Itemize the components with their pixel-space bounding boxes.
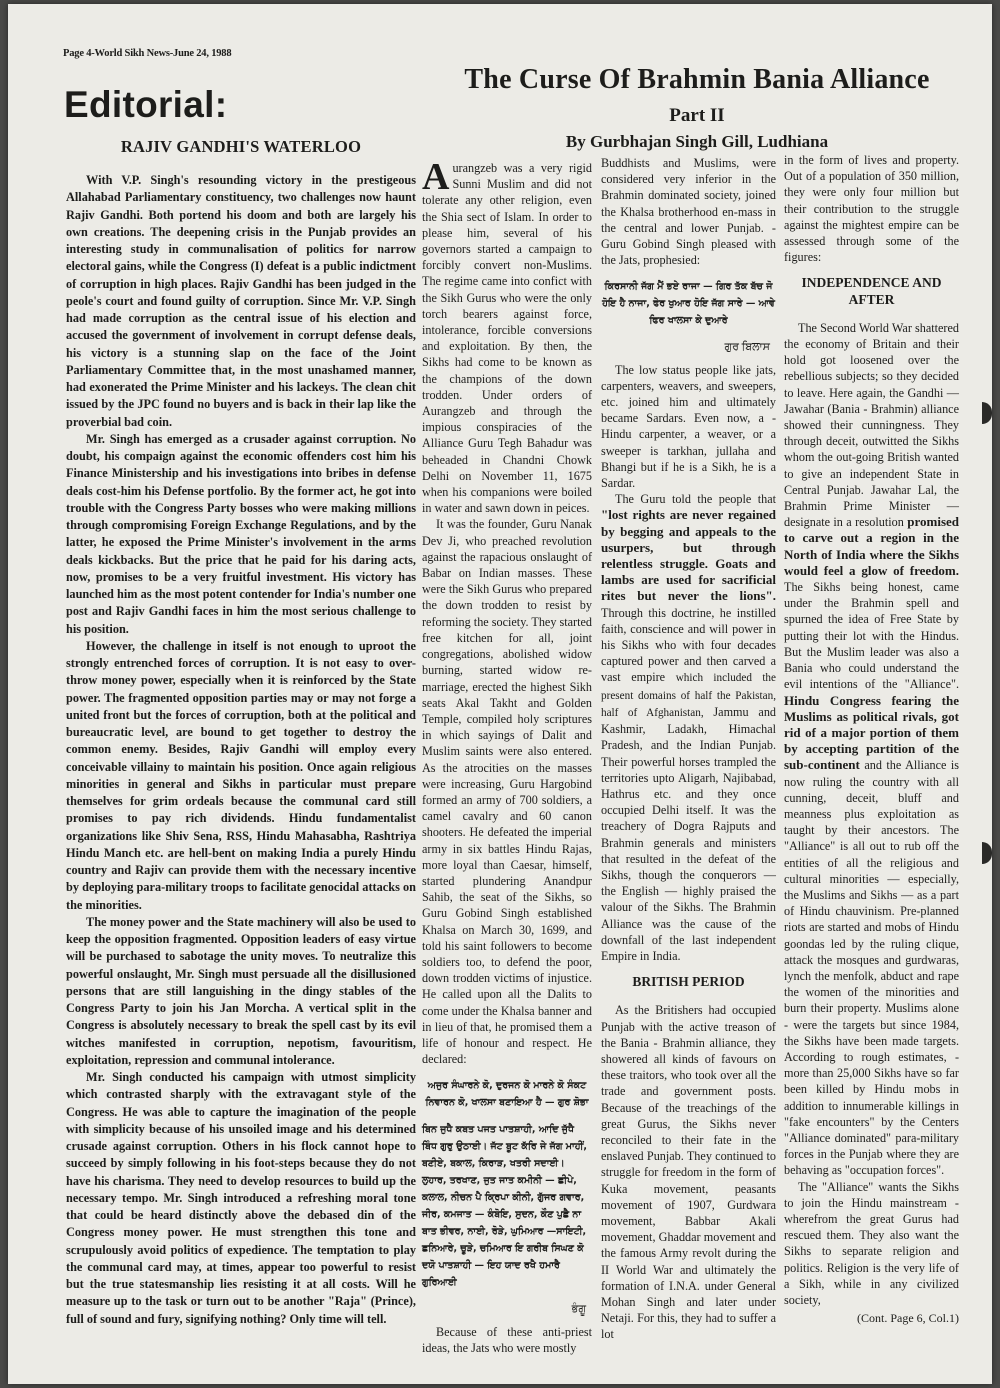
article-paragraph: in the form of lives and property. Out of a population of 350 million, they were only four million but their contribution to the struggle against the mightest empire can be assessed through some of the figures: xyxy=(784,153,959,265)
editorial-paragraph: However, the challenge in itself is not enough to uproot the strongly entrenched forces of corruption. It is not easy to over-throw money power, especially when it is reinforced by the State power. The fragmented opposition parties may or may not forge a united front but the forces of corruption, both at the political and bureaucratic level, are bound to get together to destroy the common enemy. Besides, Rajiv Gandhi will employ every conceivable villainy to maintain his position. Once again religious minorities in general and Sikhs in particular must prepare themselves for grim ordeals because the communal card still promises to pay rich dividends. Hindu fundamentalist organizations like Shiv Sena, RSS, Hindu Mahasabha, Rashtriya Hindu Manch etc. are hell-bent on making India a purely Hindu country and Rajiv can provide them with the necessary incentive by deploying para-military troops to facilitate genocidal attacks on the minorities. xyxy=(66,638,416,912)
binder-hole xyxy=(982,402,992,424)
article-paragraph: It was the founder, Guru Nanak Dev Ji, who preached revolution against the rapacious onslaught of Babar on Indian masses. These were the Sikh Gurus who prepared the down trodden to resist by reforming the society. They started free kitchen for all, joint congregations, abolished widow burning, started widow re-marriage, erected the highest Sikh seats Akal Takht and Golden Temple, compiled holy scriptures in which sayings of Dalit and Muslim saints were also entered. As the atrocities on the masses were increasing, Guru Hargobind formed an army of 700 soldiers, a camel cavalry and 60 canon shooters. He defeated the imperial army in six battles Hindu Rajas, more loyal than Caesar, himself, started plundering Anandpur Sahib, the seat of the Sikhs, so Guru Gobind Singh established Khalsa on March 30, 1699, and told his saint followers to become soldiers too, to defend the poor, down trodden victims of injustice. He called upon all the Dalits to come under the Khalsa banner and in lieu of that, he promised them a life of honour and respect. He declared: xyxy=(422,517,592,1067)
continued-note: (Cont. Page 6, Col.1) xyxy=(857,1311,959,1326)
article-part: Part II xyxy=(669,105,725,126)
gurmukhi-verse: ਅਜੁਰ ਸੰਘਾਰਨੇ ਕੋ, ਦੁਰਜਨ ਕੋ ਮਾਰਨੇ ਕੋ ਸੰਕਟ ਨਿਵਾਰਨ ਕੋ, ਖਾਲਸਾ ਬਣਾਇਆ ਹੈ — ਗੁਰ ਸ਼ੋਭਾ xyxy=(425,1080,589,1109)
editorial-paragraph: With V.P. Singh's resounding victory in the prestigeous Allahabad Parliamentary constituency, two challenges now haunt Rajiv Gandhi. Both portend his doom and both are largely his own creations. The deepening crisis in the Punjab provides an interesting study in communalisation of politics for narrow electoral gains, while the Congress (I) defeat is a public indictment of corruption in high places. Rajiv Gandhi has been judged in the peole's court and found guilty of corruption. Since Mr. V.P. Singh had made corruption as the central issue of his election and accused the government of involvement in corrupt defense deals, his victory is a stunning slap on the face of the Joint Parliamentary Committee that, in the most unashamed manner, had exonerated the Prime Minister and his lackeys. The clean chit issued by the JPC found no buyers and is back in their lap like the proverbial bad coin. xyxy=(66,173,416,429)
article-title: The Curse Of Brahmin Bania Alliance xyxy=(464,64,930,95)
article-paragraph: The "Alliance" wants the Sikhs to join the Hindu mainstream - wherefrom the great Gurus had rescued them. They also want the Sikhs to separate religion and politics. Religion is the very life of a Sikh, while in any civilized society, xyxy=(784,1179,959,1308)
paragraph-text: Jammu and Kashmir, Ladakh, Himachal Pradesh, and the Indian Punjab. Their powerful horses trampled the territories upto Aligarh, Najibabad, Hathrus etc. and they once occupied Delhi itself. It was the treachery of Dogra Rajputs and Brahmin generals and ministers that resulted in the defeat of the Sikhs, though the conquerors — the English — highly praised the valour of the Sikhs. The Brahmin Alliance was the cause of the downfall of the last independent Empire in India. xyxy=(601,704,777,963)
article-paragraph: Buddhists and Muslims, were considered very inferior in the Brahmin dominated society, joined the Khalsa brotherhood en-mass in the central and lower Punjab. - Guru Gobind Singh pleased with the Jats, prophesied: xyxy=(601,156,776,268)
article-paragraph: The low status people like jats, carpenters, weavers, and sweepers, etc. joined him and ultimately became Sardars. Even now, a - Hindu carpenter, a weaver, or a sweeper is tarkhan, jullaha and Bhangi but if he is a Sikh, he is a Sardar. xyxy=(601,362,776,491)
gurmukhi-verse: ਬਿਨ ਜੁਧੈ ਕਬਤ ਪਜਤ ਪਾਤਸ਼ਾਹੀ, ਆਦਿ ਜੁੱਧੈ ਬਿੰਧ ਗੁਰੁ ਉਠਾਈ। ਜੱਟ ਬੂਟ ਕੱਰਿ ਜੇ ਜੱਗ ਮਾਹੀਂ, ਬਣੀਏ, ਬਕਾਲ, ਕਿਰਾੜ, ਖਤਰੀ ਸਦਾਈ। ਲੁਹਾਰ, ਤਰਖਾਣ, ਜੁਤ ਜਾਤ ਕਮੀਨੀ — ਛੀਪੇ, ਕਲਾਲ, ਨੀਚਨ ਪੈ ਕ੍ਰਿਪਾ ਕੀਨੀ, ਗੁੱਜਰ ਗਵਾਰ, ਜੀਰ, ਕਮਜਾਤ — ਕੰਬੋਇ, ਸੁਦਨ, ਕੌਣ ਪੁਛੈ ਨਾ ਬਾਤ ਭੀਵਰ, ਨਾਈ, ਰੋੜੇ, ਘੁਮਿਆਰ —ਸਾਇਟੀ, ਛਨਿਆਰੇ, ਚੂੜੇ, ਚਮਿਆਰ ਇ ਗਰੀਬ ਸਿਘਣ ਕੋ ਦਯੋ ਪਾਤਸ਼ਾਹੀ — ਇਹ ਯਾਦ ਰਖੈ ਹਮਾਰੈ ਗੁਰਿਆਈ xyxy=(422,1124,588,1289)
article-byline: By Gurbhajan Singh Gill, Ludhiana xyxy=(565,132,829,151)
editorial-label: Editorial: xyxy=(64,84,228,125)
paragraph-text: urangzeb was a very rigid Sunni Muslim and did not tolerate any other religion, even the Shia sect of Islam. In order to please him, several of his governors started a campaign to forcibly convert non-Muslims. The regime came into confict with the Sikh Gurus who were the only torch bearers against force, intolerance, forcible conversions and exploitation. By then, the Sikhs had come to be known as the champions of the down trodden. Under orders of Aurangzeb and through the impious conspiracies of the Alliance Guru Tegh Bahadur was beheaded in Chandni Chowk Delhi on November 11, 1675 when his companions were boiled in water and sawn down in peices. xyxy=(422,161,592,516)
article-column-2 xyxy=(601,155,776,1384)
gurmukhi-verse: ਕਿਰਸਾਨੀ ਜੱਗ ਮੈਂ ਭਏ ਰਾਜਾ — ਗਿਰ ਤੱਕ ਬੱਚ ਜੋ ਹੋਇ ਹੈ ਨਾਜਾ, ਫੇਰ ਖੁਆਰ ਹੋਇ ਜੱਗ ਸਾਰੇ — ਆਵੇ ਫਿਰ ਖਾਲਸਾ ਕੇ ਦੁਆਰੇ xyxy=(602,281,775,327)
drop-cap: A xyxy=(422,156,450,198)
binder-hole xyxy=(982,842,992,864)
paragraph-text: Through this doctrine, he instilled faith, conscience and will power in his Sikhs who with four decades captured power and then carved a vast empire xyxy=(601,605,776,685)
page-folio: Page 4-World Sikh News-June 24, 1988 xyxy=(63,48,232,59)
paragraph-text: and the Alliance is now ruling the country with all cunning, deceit, bluff and meanness plus exploitation as taught by their ancestors. The "Alliance" is all out to rub off the entities of all the religious and cultural minorities — especially, the Muslims and Sikhs — as a part of Hindu chauvinism. Pre-planned riots are started and mobs of Hindu goondas led by the ruling clique, attack the mosques and gurdwaras, lynch the menfolk, abduct and rape the women of the minorities and burn their property. Muslims alone - were the targets but since 1984, the Sikhs have been made targets. According to rough estimates, - more than 25,000 Sikhs have so far been killed by Hindu mobs in addition to innumerable killings in "fake encounters" by the Centers "Alliance dominated" para-military forces in the Punjab where they are behaving as "occupation forces". xyxy=(784,758,959,1178)
paragraph-text: The Second World War shattered the economy of Britain and their hold got loosened over the rebellious subjects; so they decided to leave. Here again, the Gandhi — Jawahar (Bania - Brahmin) alliance showed their cunningness. They through deceit, outwitted the Sikhs whom the out-going British wanted to give an independent State in Central Punjab. Jawahar Lal, the Brahmin Prime Minister — designate in a resolution xyxy=(784,320,959,530)
article-paragraph xyxy=(422,156,592,516)
editorial-body xyxy=(66,172,416,1384)
article-paragraph xyxy=(601,491,776,964)
article-column-3 xyxy=(784,152,959,1384)
newspaper-page xyxy=(8,4,992,1384)
section-heading: INDEPENDENCE AND AFTER xyxy=(801,275,942,307)
emphasis-text: Hindu Congress fearing the Muslims as political rivals, got rid of a major portion of them by accepting partition of the sub-continent xyxy=(784,692,959,773)
verse-source: ਗੁਰ ਬਿਲਾਸ xyxy=(724,341,770,354)
article-paragraph: Because of these anti-priest ideas, the Jats who were mostly xyxy=(422,1324,592,1355)
article-paragraph: As the Britishers had occupied Punjab with the active treason of the Bania - Brahmin alliance, they showered all kinds of favours on these traitors, who took over all the trade and government posts. Because of the treachings of the great Gurus, the Sikhs never reconciled to their fate in the enslaved Punjab. They continued to struggle for freedom in the form of Kuka movement, peasants movement of 1907, Gurdwara movement, Babbar Akali movement, Ghaddar movement and the famous Army revolt during the II World War and ultimately the formation of I.N.A. under General Mohan Singh and later under Netaji. For this, they had to suffer a lot xyxy=(601,1003,776,1342)
emphasis-text: promised to carve out a region in the North of India where the Sikhs would feel a glow of freedom. xyxy=(784,514,959,578)
editorial-headline: RAJIV GANDHI'S WATERLOO xyxy=(120,137,362,156)
editorial-paragraph: Mr. Singh has emerged as a crusader against corruption. No doubt, his compaign against the economic offenders cost him his Finance Ministership and his investigations into bribes in defense deals cost-him his Defense portfolio. By the former act, he got into trouble with the Congress Party bosses who were making millions through compromising Foreign Exchange Regulations, and by the latter, he exposed the Prime Minister's involvement in the arms deals kickbacks. But the price that he paid for his daring acts, now, promises to be a very fruitful investment. His victory has launched him as the most potent contender for India's number one post and Rajiv Gandhi faces in him the most serious challenge to his position. xyxy=(66,431,416,636)
paragraph-text: which included the present domains of half the Pakistan, half of Afghanistan, xyxy=(601,672,776,719)
editorial-paragraph: Mr. Singh conducted his campaign with utmost simplicity which contrasted sharply with the extravagant style of the Congress. He was able to capture the imagination of the people with simplicity because of his unsoiled image and his determined crusade against corruption. Others in his flock cannot hope to succeed by simply following in his foot-steps because they do not have his charisma. They need to develop resources to build up the necessary tempo. Mr. Singh introduced a refreshing moral tone that could be heard distinctly above the debased din of the Congress money power. He must strengthen this tone and scrupulously avoid politics of expedience. The temptation to play the communal card may, at times, appear too powerful to resist but the true statesmanship lies resisting it at all costs. Will he measure up to the task or turn out to be another "Raja" (Prince), full of sound and fury, signifying nothing? Only time will tell. xyxy=(66,1070,416,1326)
article-column-1 xyxy=(422,156,592,1384)
editorial-paragraph: The money power and the State machinery will also be used to keep the opposition fragmented. Opposition leaders of easy virtue will be purchased to sabotage the unity moves. To neutralize this powerful onslaught, Mr. Singh must persuade all the disillusioned persons that are still languishing in the dingy stables of the Congress Party to join his Jan Morcha. A vertical split in the Congress is absolutely necessary to break the spell cast by its evil witches manifested in corruption, nepotism, favouritism, exploitation, repression and communal intolerance. xyxy=(66,914,416,1067)
emphasis-text: "lost rights are never regained by begging and appeals to the usurpers, but through relentless struggle. Goats and lambs are used for sacrificial rites but never the lions". xyxy=(601,507,776,604)
paragraph-text: The Guru told the people that xyxy=(615,492,776,507)
verse-source: ਭੰਗੂ xyxy=(571,1303,586,1316)
section-heading: BRITISH PERIOD xyxy=(632,974,745,990)
paragraph-text: The Sikhs being honest, came under the Brahmin spell and spurned the idea of Free State by putting their lot with the Hindus. But the Muslim leader was also a Bania who could understand the evil intentions of the "Alliance". xyxy=(784,580,959,692)
article-paragraph xyxy=(784,320,959,1179)
